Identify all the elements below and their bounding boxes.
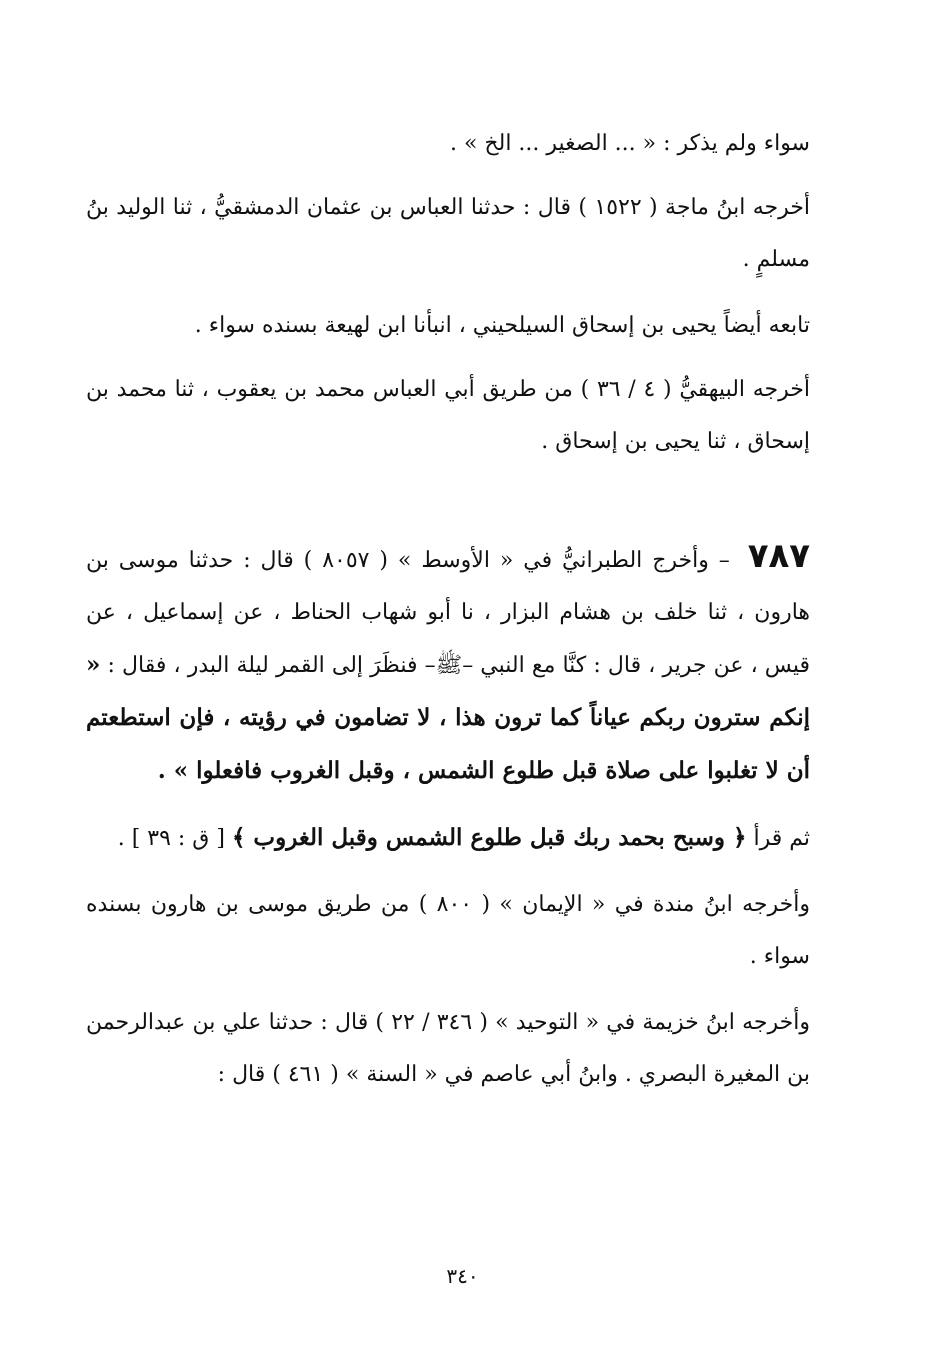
page-body	[86, 118, 810, 1115]
quran-recitation	[86, 812, 810, 865]
hadith-paragraph	[86, 530, 810, 798]
takhrij-ibn-majah: أخرجه ابنُ ماجة ( ١٥٢٢ ) قال : حدثنا العباس بن عثمان الدمشقيُّ ، ثنا الوليد بنُ مسلمٍ .	[86, 195, 810, 272]
hadith-number: ٧٨٧	[747, 536, 811, 576]
hadith-matn: « إنكم سترون ربكم عياناً كما ترون هذا ، لا تضامون في رؤيته ، فإن استطعتم أن لا تغلبوا على صلاة قبل طلوع الشمس ، وقبل الغروب فافعلوا » .	[86, 651, 810, 784]
mutabaah-note: تابعه أيضاً يحيى بن إسحاق السيلحيني ، انبأنا ابن لهيعة بسنده سواء .	[194, 313, 810, 338]
verse-reference: [ ق : ٣٩ ] .	[117, 826, 225, 851]
takhrij-ibn-khuzaymah: وأخرجه ابنُ خزيمة في « التوحيد » ( ٣٤٦ / ٢٢ ) قال : حدثنا علي بن عبدالرحمن بن المغيرة البصري . وابنُ أبي عاصم في « السنة » ( ٤٦١ ) قال :	[86, 1010, 810, 1087]
recitation-intro: ثم قرأ	[753, 826, 810, 851]
takhrij-bayhaqi: أخرجه البيهقيُّ ( ٤ / ٣٦ ) من طريق أبي العباس محمد بن يعقوب ، ثنا محمد بن إسحاق ، ثنا يحيى بن إسحاق .	[86, 377, 810, 454]
quran-verse: ﴿ وسبح بحمد ربك قبل طلوع الشمس وقبل الغروب ﴾	[231, 824, 747, 851]
text-line-continuation: سواء ولم يذكر : « ... الصغير ... الخ » .	[449, 131, 810, 156]
page-number: ٣٤٠	[446, 1264, 479, 1288]
takhrij-ibn-mandah: وأخرجه ابنُ مندة في « الإيمان » ( ٨٠٠ ) من طريق موسى بن هارون بسنده سواء .	[86, 892, 810, 969]
hadith-isnad: – وأخرج الطبرانيُّ في « الأوسط » ( ٨٠٥٧ ) قال : حدثنا موسى بن هارون ، ثنا خلف بن هشام البزار ، نا أبو شهاب الحناط ، عن إسماعيل ، عن قيس ، عن جرير ، قال : كنَّا مع النبي –ﷺ– فنظَرَ إلى القمر ليلة البدر ، فقال :	[86, 548, 810, 678]
